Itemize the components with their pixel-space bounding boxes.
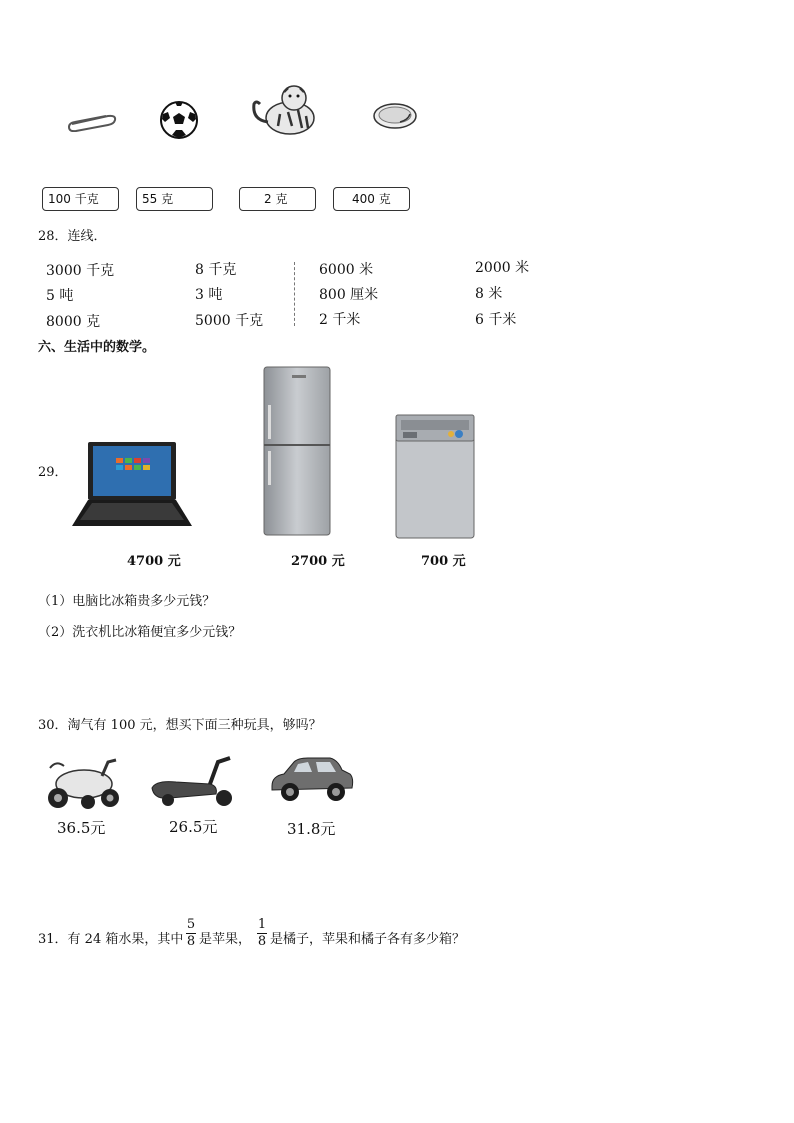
q31-prefix: 31．有 24 箱水果，其中 [38, 932, 184, 947]
section6-title: 六、生活中的数学。 [38, 340, 156, 355]
football-image [159, 100, 199, 140]
q31-mid: 是苹果， [199, 932, 252, 947]
q28-left-col1-item-1: 3000 千克 [46, 263, 115, 279]
q28-divider [294, 262, 295, 326]
q29-price-laptop: 4700 元 [127, 554, 181, 569]
q31-fraction-1-numerator: 5 [186, 917, 196, 932]
q28-left-col2-item-3: 5000 千克 [195, 313, 264, 329]
q28-right-col1-item-2: 800 厘米 [319, 287, 379, 303]
q29-sub-question-2: （2）洗衣机比冰箱便宜多少元钱？ [38, 625, 242, 640]
q28-left-col1-item-3: 8000 克 [46, 314, 101, 330]
q28-left-col1-item-2: 5 吨 [46, 288, 74, 304]
q30-question: 30．淘气有 100 元，想买下面三种玩具，够吗？ [38, 718, 322, 733]
q28-left-col2-item-2: 3 吨 [195, 287, 223, 303]
refrigerator-image [262, 365, 332, 538]
toy-motorcycle-image [44, 754, 122, 812]
weight-box-100kg: 100 千克 [42, 187, 119, 211]
weight-box-55g: 55 克 [136, 187, 213, 211]
q31-fraction-5-8 [186, 918, 196, 949]
q28-left-col2-item-1: 8 千克 [195, 262, 237, 278]
laptop-image [70, 440, 194, 530]
q28-right-col2-item-2: 8 米 [475, 286, 503, 302]
plate-image [372, 102, 418, 130]
toy-scooter-image [146, 754, 240, 810]
q31-suffix: 是橘子，苹果和橘子各有多少箱？ [270, 932, 466, 947]
q29-sub-question-1: （1）电脑比冰箱贵多少元钱？ [38, 594, 216, 609]
q29-number: 29． [38, 465, 68, 480]
weight-box-400g: 400 克 [333, 187, 410, 211]
washing-machine-image [393, 412, 477, 540]
q28-right-col2-item-1: 2000 米 [475, 260, 530, 276]
paperclip-image [66, 110, 118, 132]
q31-fraction-2-denominator: 8 [257, 934, 267, 949]
q31-fraction-1-denominator: 8 [186, 934, 196, 949]
weight-box-2g: 2 克 [239, 187, 316, 211]
q30-price-scooter: 26.5元 [169, 818, 218, 836]
q28-right-col1-item-3: 2 千米 [319, 312, 361, 328]
toy-car-image [268, 750, 356, 808]
q28-title: 28．连线． [38, 229, 107, 244]
q31-fraction-1-8 [257, 918, 267, 949]
q28-right-col1-item-1: 6000 米 [319, 262, 374, 278]
q29-price-washing-machine: 700 元 [421, 554, 466, 569]
q28-right-col2-item-3: 6 千米 [475, 312, 517, 328]
q30-price-motorcycle: 36.5元 [57, 819, 106, 837]
tiger-toy-image [248, 82, 320, 138]
q29-price-refrigerator: 2700 元 [291, 554, 345, 569]
q30-price-car: 31.8元 [287, 820, 336, 838]
q31-fraction-2-numerator: 1 [257, 917, 267, 932]
